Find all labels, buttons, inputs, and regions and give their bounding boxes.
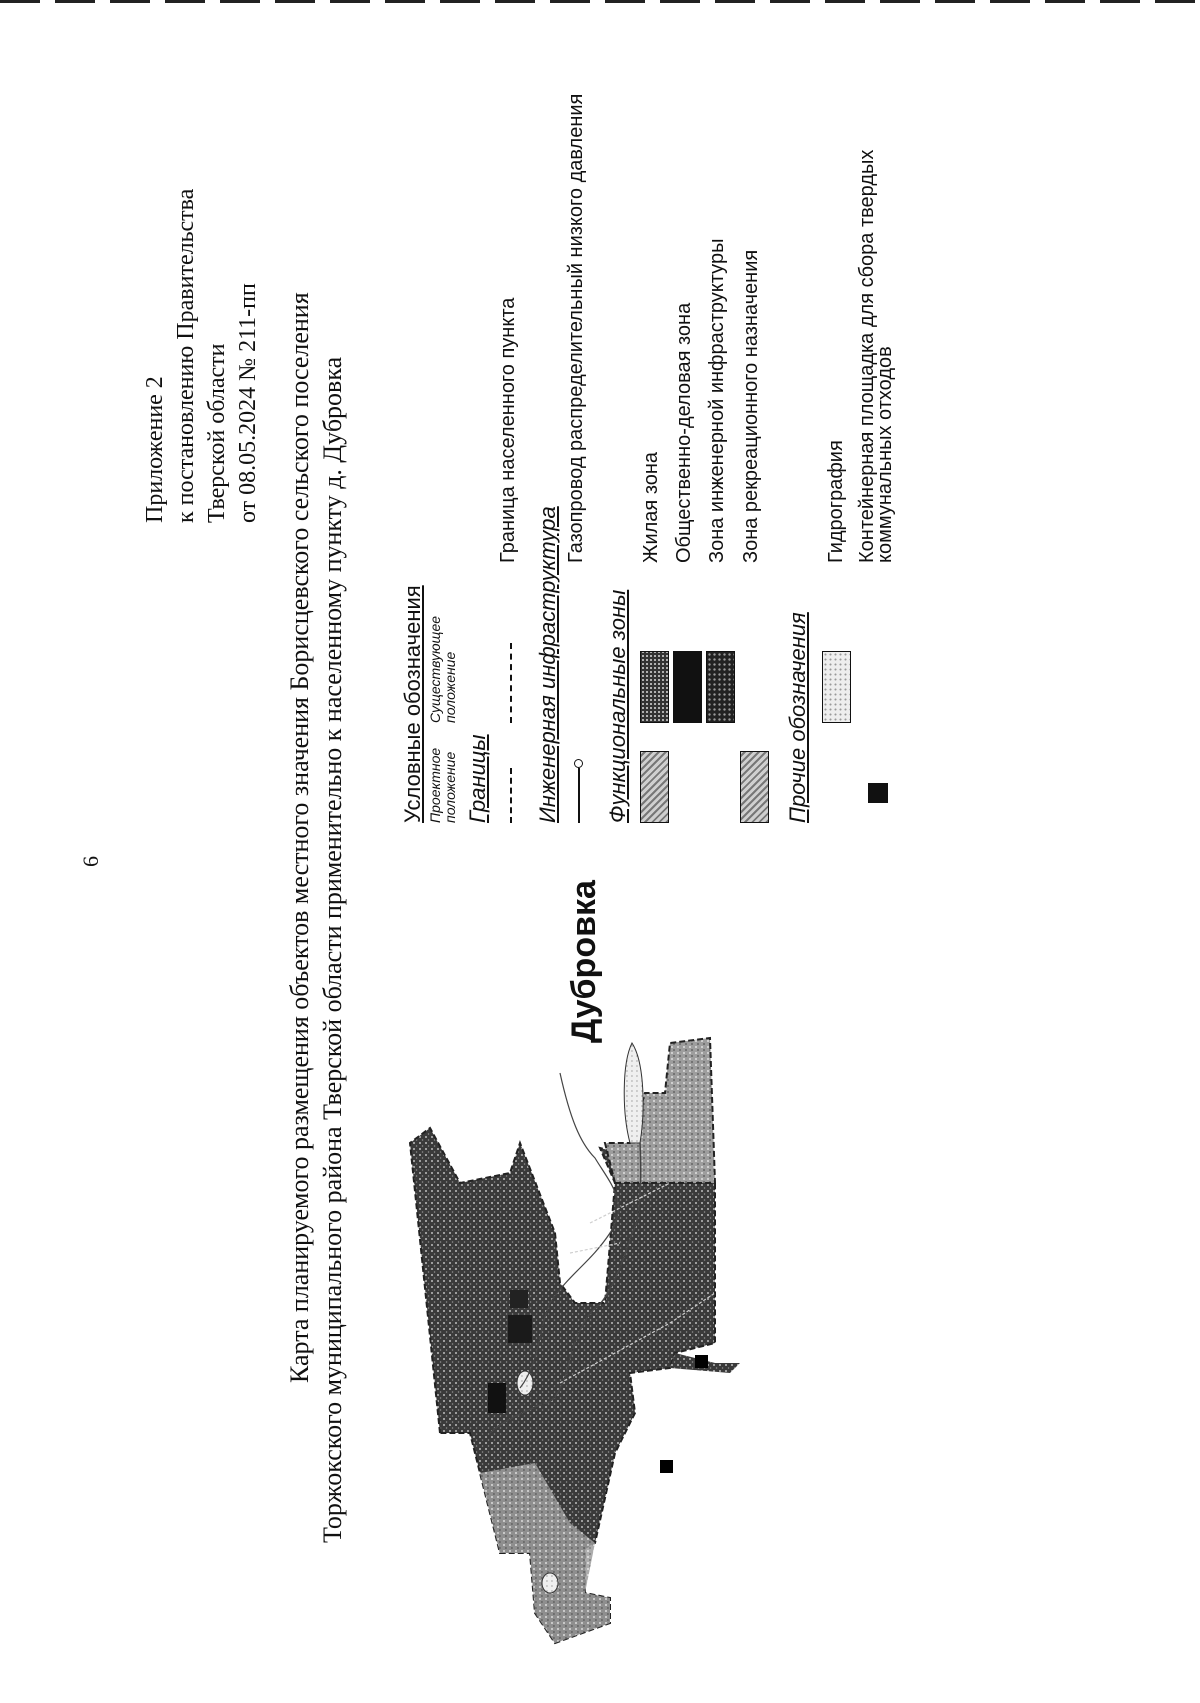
legend-col-existing: Существующее положение — [427, 615, 458, 723]
settlement-label: Дубровка — [565, 880, 603, 1043]
map-title-line-2: Торжокского муниципального района Тверской области применительно к населенному пункту д. Дубровка — [318, 356, 347, 1543]
legend-residential-zone: Жилая зона — [640, 451, 662, 563]
legend-section-boundaries: Границы — [465, 734, 490, 823]
appendix-line-1: Приложение 2 — [142, 376, 168, 523]
waste-site-marker-1 — [660, 1460, 673, 1473]
legend-recreation-zone: Зона рекреационного назначения — [740, 249, 762, 563]
hydrography-pond-west — [542, 1573, 558, 1593]
engineering-zone-swatch — [706, 651, 735, 723]
legend-col-project: Проектное положение — [427, 747, 458, 823]
waste-site-marker-2 — [695, 1355, 708, 1368]
legend-section-other: Прочие обозначения — [785, 612, 810, 823]
legend-public-business-zone: Общественно-деловая зона — [673, 302, 695, 563]
residential-zone-east — [605, 1038, 715, 1183]
residential-existing-swatch — [640, 651, 669, 723]
page-number: 6 — [78, 856, 103, 867]
recreation-project-swatch — [740, 751, 769, 823]
public-business-swatch — [673, 651, 702, 723]
legend-waste-site-1: Контейнерная площадка для сбора твердых — [856, 149, 878, 563]
legend-engineering-zone: Зона инженерной инфраструктуры — [706, 238, 728, 563]
legend-waste-site-2: коммунальных отходов — [874, 346, 896, 563]
hydrography-pond-small — [517, 1371, 533, 1395]
hydrography-swatch — [822, 651, 851, 723]
public-business-block-1 — [488, 1383, 506, 1413]
boundary-project-symbol — [510, 768, 512, 823]
appendix-line-2: к постановлению Правительства — [173, 188, 199, 523]
residential-project-swatch — [640, 751, 669, 823]
legend-section-functional: Функциональные зоны — [605, 589, 630, 823]
waste-site-symbol — [868, 783, 888, 803]
public-business-block-2 — [508, 1315, 532, 1343]
legend-gas-pipeline: Газопровод распределительный низкого давления — [565, 93, 587, 563]
settlement-map — [370, 880, 970, 1703]
legend-section-engineering: Инженерная инфраструктура — [535, 506, 560, 823]
engineering-zone-block — [510, 1290, 528, 1308]
legend-hydrography: Гидрография — [825, 440, 847, 563]
appendix-line-3: Тверской области — [204, 343, 230, 523]
appendix-line-4: от 08.05.2024 № 211-пп — [235, 283, 261, 523]
legend-heading: Условные обозначения — [400, 585, 425, 823]
legend-settlement-boundary: Граница населенного пункта — [497, 297, 519, 563]
map-title-line-1: Карта планируемого размещения объектов местного значения Борисцевского сельского поселения — [285, 292, 314, 1383]
gas-pipeline-end-icon — [574, 759, 583, 768]
gas-pipeline-symbol — [578, 768, 580, 823]
boundary-existing-symbol — [510, 643, 512, 723]
hydrography-pond — [624, 1043, 643, 1143]
